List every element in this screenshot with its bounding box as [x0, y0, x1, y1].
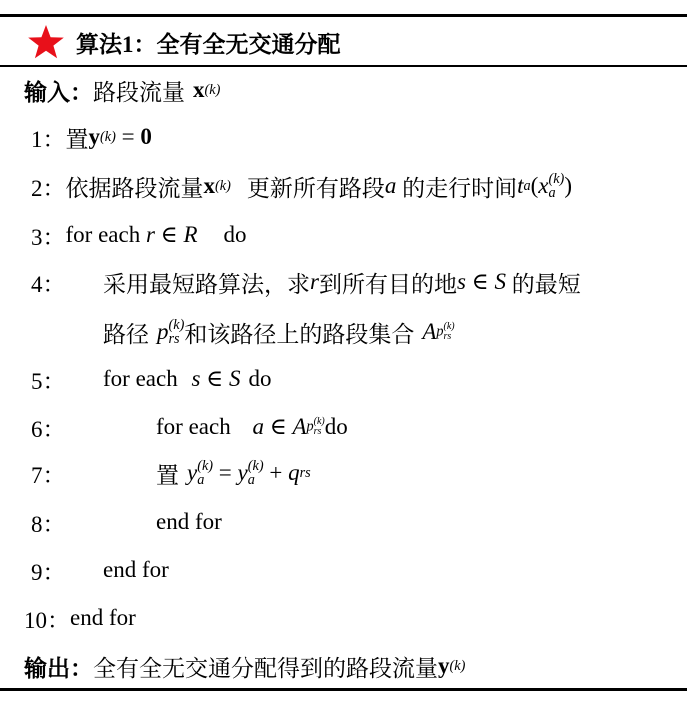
math-supsub: [169, 318, 185, 347]
step-6: [31, 409, 348, 445]
step-text: end for: [156, 509, 222, 534]
step-text: for each: [156, 414, 237, 439]
math-y: y: [438, 653, 450, 678]
math-y: y: [187, 460, 198, 485]
step-number: 6：: [31, 416, 66, 442]
step-text: 置: [156, 462, 179, 488]
math-sub: p (k) rs: [306, 416, 325, 437]
step-text: 采用最短路算法，求: [103, 271, 310, 297]
step-8: [31, 504, 222, 540]
math-A: A: [422, 319, 437, 344]
math-supsub: [197, 459, 213, 488]
math-sup: (k): [548, 170, 565, 187]
algorithm-header: [26, 24, 341, 60]
math-eq: =: [115, 124, 141, 149]
step-7: 7： 置 y (k) a = y (k) a + q rs: [31, 457, 311, 488]
math-sup: (k): [197, 457, 214, 474]
step-3: [31, 217, 247, 253]
math-x: x: [203, 173, 215, 198]
math-in: ∈: [200, 366, 229, 391]
math-S: S: [494, 269, 506, 294]
math-sub: p (k) rs: [436, 321, 455, 342]
step-5: [31, 361, 271, 397]
math-r: r: [310, 269, 319, 294]
step-text: 的走行时间: [396, 175, 518, 201]
step-number: 9：: [31, 559, 66, 585]
step-number: 3：: [31, 224, 66, 250]
paren: (: [530, 173, 539, 198]
step-number: 4：: [31, 271, 66, 297]
math-A: A: [292, 414, 307, 439]
step-text: 置: [65, 126, 89, 152]
math-t: t: [517, 173, 524, 198]
step-text: end for: [70, 605, 136, 630]
step-text: 依据路段流量: [65, 175, 204, 201]
math-R: R: [183, 222, 198, 247]
output-line: 输出： 全有全无交通分配得到的路段流量 y (k): [24, 648, 465, 684]
step-text: 更新所有路段: [246, 175, 385, 201]
math-sub: a: [247, 472, 255, 488]
math-in: ∈: [263, 414, 293, 439]
input-line: 输入： 路段流量 x (k): [24, 72, 220, 108]
math-in: ∈: [465, 269, 495, 294]
step-number: 7：: [31, 462, 66, 488]
math-supsub: [248, 459, 264, 488]
step-number: 2：: [31, 175, 66, 201]
step-9: [31, 552, 169, 588]
step-number: 8：: [31, 511, 66, 537]
top-rule: [0, 14, 687, 17]
math-y: y: [88, 124, 100, 149]
math-r: r: [145, 222, 155, 247]
math-y: y: [237, 460, 248, 485]
input-text: 路段流量: [93, 79, 185, 105]
step-text: 路径: [103, 321, 149, 347]
step-2: 2： 依据路段流量 x (k) 更新所有路段 a 的走行时间 t a ( x (k) a ): [31, 170, 572, 201]
step-text: 和该路径上的路段集合: [184, 321, 415, 347]
math-supsub: [548, 172, 564, 201]
math-sub: a: [197, 472, 205, 488]
math-in: ∈: [154, 222, 184, 247]
star-icon: [26, 24, 66, 60]
math-zero: 0: [140, 124, 152, 149]
step-4: [31, 264, 581, 300]
algorithm-title: 算法1：全有全无交通分配: [76, 31, 341, 57]
step-1: 1： 置 y (k) = 0: [31, 119, 152, 155]
output-label: 输出：: [24, 655, 93, 681]
math-sub: a: [548, 185, 556, 201]
math-q: q: [288, 460, 300, 485]
step-10: [24, 600, 136, 636]
step-text: do: [324, 414, 348, 439]
math-s: s: [456, 269, 466, 294]
math-eq: =: [213, 460, 238, 485]
output-text: 全有全无交通分配得到的路段流量: [93, 655, 438, 681]
math-p: p: [157, 319, 169, 344]
step-number: 5：: [31, 368, 66, 394]
step-text: 到所有目的地: [318, 271, 457, 297]
step-number: 10：: [24, 607, 70, 633]
input-label: 输入：: [24, 79, 93, 105]
math-plus: +: [263, 460, 289, 485]
step-text: 的最短: [505, 271, 581, 297]
paren: ): [564, 173, 572, 198]
math-S: S: [228, 366, 241, 391]
step-text: for each: [65, 222, 146, 247]
step-number: 1：: [31, 126, 66, 152]
step-4-continued: [103, 314, 455, 350]
header-rule: [0, 65, 687, 67]
math-sup: (k): [247, 457, 264, 474]
step-text: end for: [103, 557, 169, 582]
bottom-rule: [0, 688, 687, 691]
math-a: a: [384, 173, 397, 198]
step-text: do: [223, 222, 247, 247]
math-sub: rs: [168, 331, 180, 347]
math-a: a: [252, 414, 264, 439]
math-x: x: [193, 77, 205, 102]
math-sup: (k): [168, 316, 185, 333]
step-text: do: [248, 366, 272, 391]
math-x: x: [538, 173, 549, 198]
step-text: for each: [103, 366, 184, 391]
math-s: s: [191, 366, 201, 391]
